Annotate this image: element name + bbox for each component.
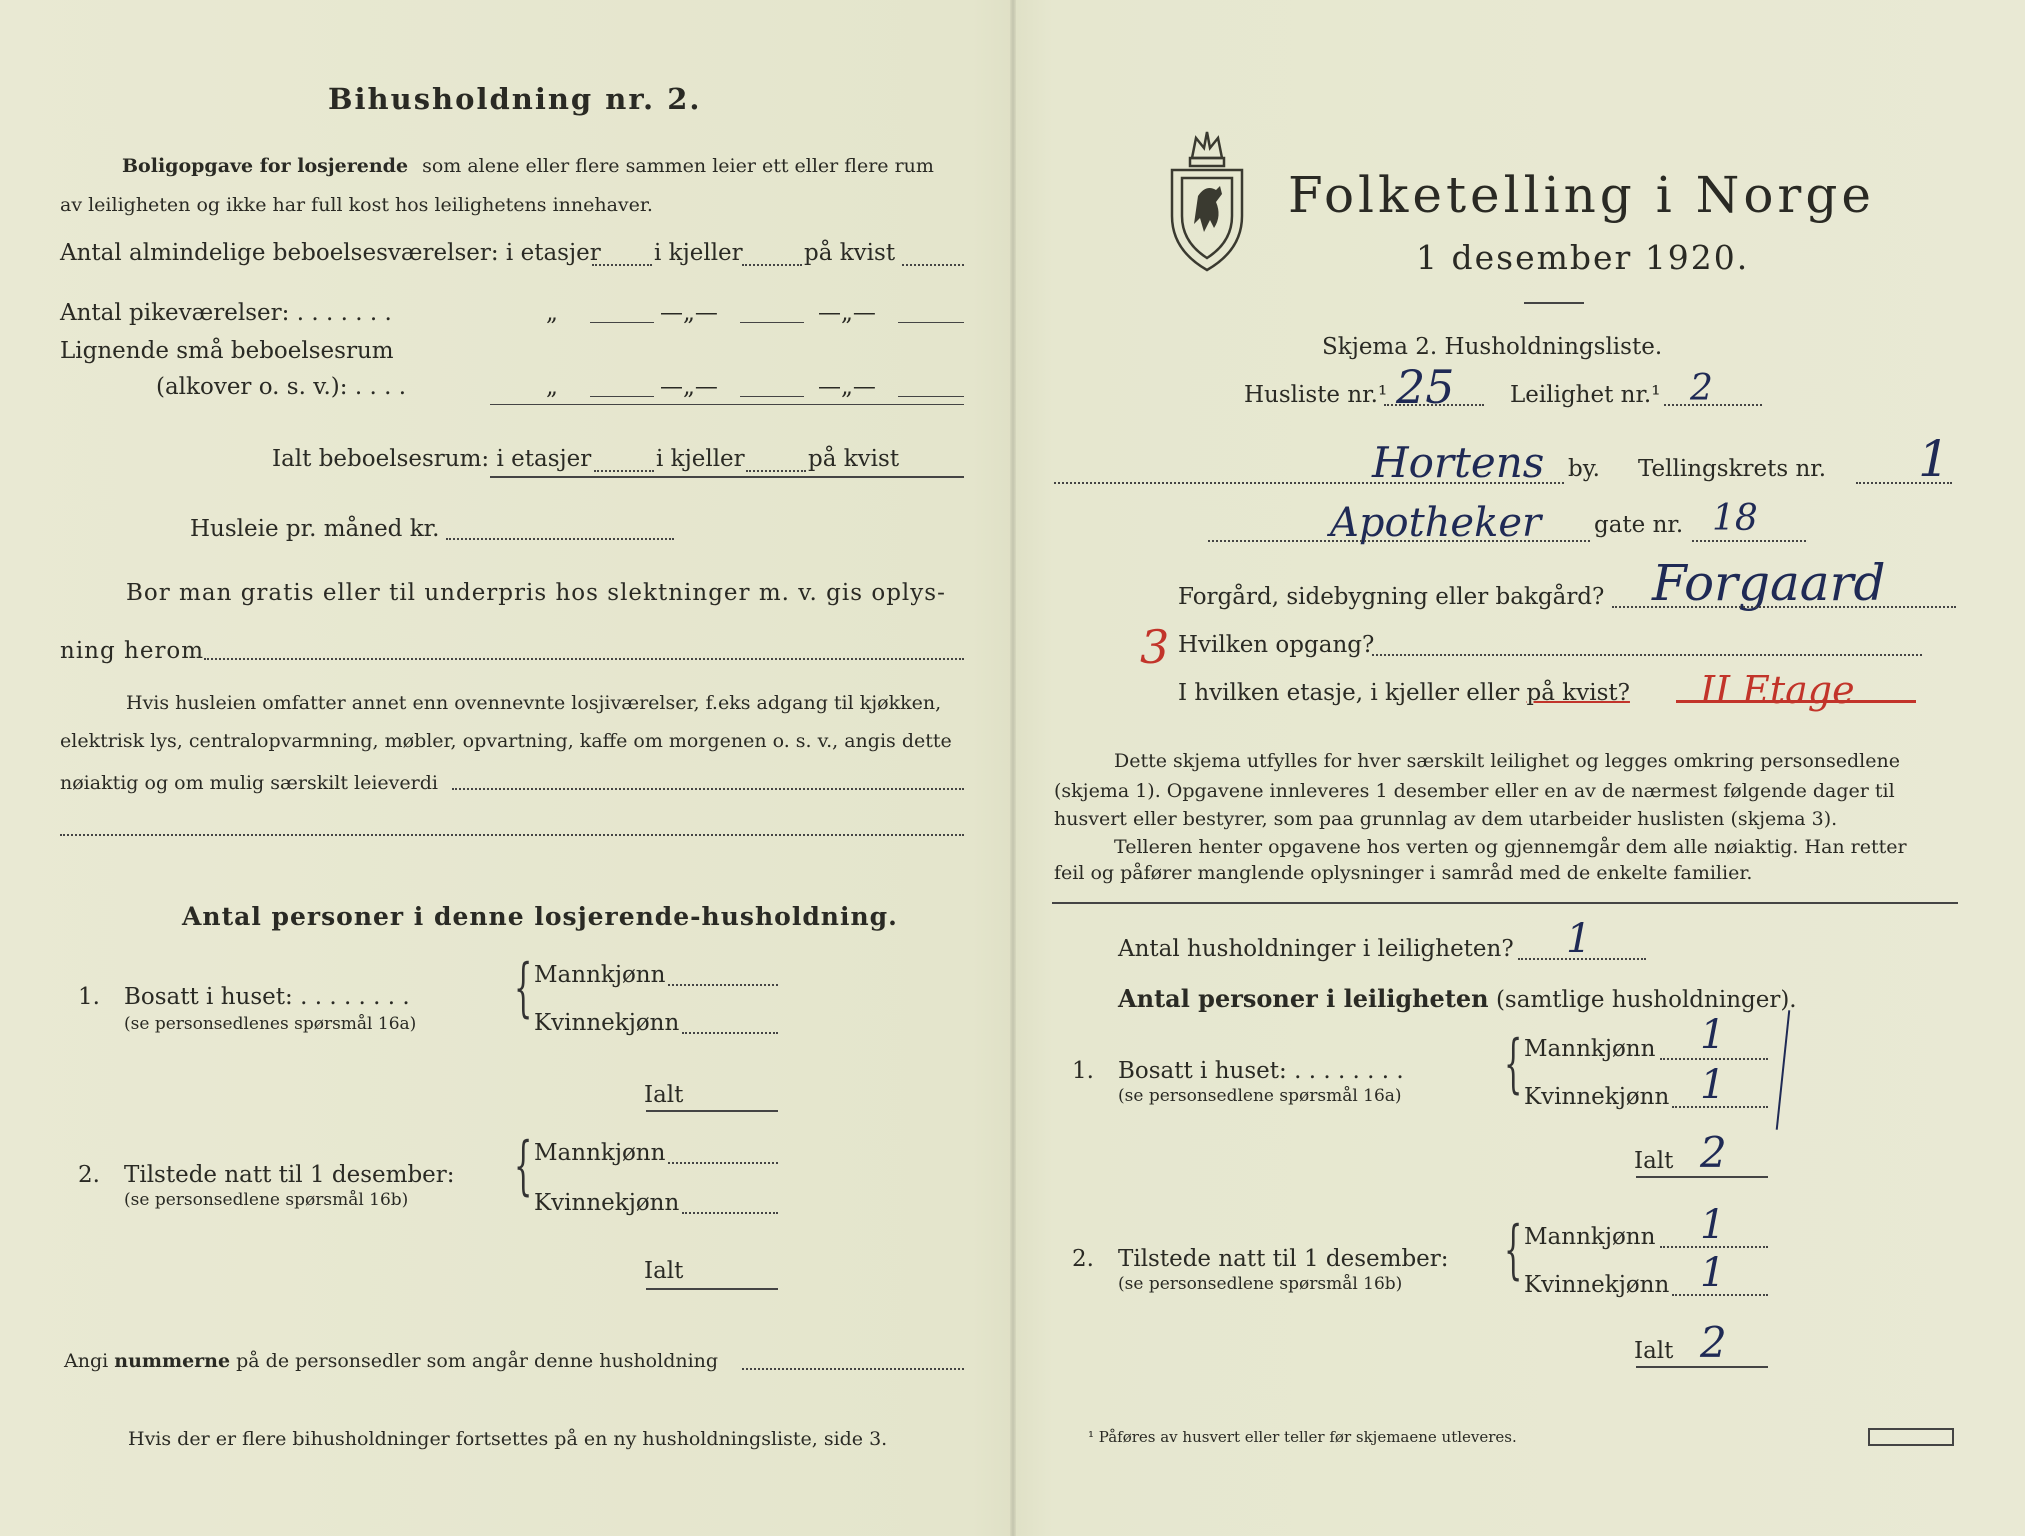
left-q1-kvinne: Kvinnekjønn [534,1010,680,1036]
right-q1-mann-value: 1 [1700,1012,1726,1058]
right-rule [1052,902,1958,904]
right-q2-ialt-value: 2 [1700,1318,1727,1367]
lignende-line-2: (alkover o. s. v.): . . . . [156,374,407,400]
left-q1-sub: (se personsedlenes spørsmål 16a) [124,1014,417,1034]
angi-c: på de personsedler som angår denne husholdning [236,1350,719,1372]
right-q1-num: 1. [1072,1058,1094,1084]
ialt-kvist-label: på kvist [808,446,900,472]
margin-mark: 3 [1140,620,1170,674]
right-date: 1 desember 1920. [1416,238,1750,277]
gate-value: 18 [1712,498,1758,539]
hvis-blank [452,788,964,790]
right-q2-mann-value: 1 [1700,1202,1726,1248]
right-q1-label: Bosatt i huset: . . . . . . . . [1118,1058,1404,1084]
city-blank [1054,482,1564,484]
left-q1-ialt-line [646,1110,778,1112]
rooms-label: Antal almindelige beboelsesværelser: i etasjer [60,240,601,266]
right-q1-sub: (se personsedlene spørsmål 16a) [1118,1086,1402,1106]
left-q1-label: Bosatt i huset: . . . . . . . . [124,984,410,1010]
right-q2-mann-blank [1660,1246,1768,1248]
hvis-line-2: elektrisk lys, centralopvarmning, møbler, opvartning, kaffe om morgenen o. s. v., angis dette [60,730,952,752]
left-q2-sub: (se personsedlene spørsmål 16b) [124,1190,409,1210]
husleie-blank [446,538,674,540]
left-q2-label: Tilstede natt til 1 desember: [124,1162,455,1188]
forgard-label: Forgård, sidebygning eller bakgård? [1178,584,1605,610]
left-q2-brace: { [514,1129,533,1203]
left-q2-mann: Mannkjønn [534,1140,666,1166]
bor-blank [204,658,964,660]
bor-line-1: Bor man gratis eller til underpris hos slektninger m. v. gis oplys- [126,580,946,606]
right-q1-check [1776,1010,1791,1130]
hush-value: 1 [1566,916,1592,962]
pike-blank-1 [590,322,654,323]
city-value: Hortens [1372,438,1545,487]
krets-label: Tellingskrets nr. [1638,456,1827,482]
forgard-blank [1612,606,1956,608]
right-q2-sub: (se personsedlene spørsmål 16b) [1118,1274,1403,1294]
rooms-kjeller-label: i kjeller [654,240,743,266]
leilighet-blank [1664,404,1762,406]
pike-blank-2 [740,322,804,323]
lignende-blank-2 [740,396,804,397]
rooms-kvist-label: på kvist [804,240,896,266]
angi-line [64,1350,718,1372]
intro-line-2: av leiligheten og ikke har full kost hos leilighetens innehaver. [60,194,653,216]
husleie-label: Husleie pr. måned kr. [190,516,440,542]
instr-line-2: (skjema 1). Opgavene innleveres 1 desember eller en av de nærmest følgende dager til [1054,780,1895,802]
angi-b: nummerne [114,1350,231,1372]
right-q2-brace: { [1504,1213,1523,1287]
intro-rest: som alene eller flere sammen leier ett eller flere rum [422,155,934,177]
right-q2-mann: Mannkjønn [1524,1224,1656,1250]
etasje-value: II Etage [1700,668,1855,712]
antal-personer-bold: Antal personer i leiligheten [1118,984,1489,1013]
rooms-kvist-blank [902,264,964,266]
antal-losjerende-heading: Antal personer i denne losjerende-husholdning. [182,902,898,931]
pike-dash-2: —„— [818,300,876,326]
antal-personer-rest: (samtlige husholdninger). [1495,987,1797,1013]
etasje-strike [1676,700,1916,703]
left-title: Bihusholdning nr. 2. [328,82,702,116]
right-q2-ialt-line [1636,1366,1768,1368]
bor-line-2: ning herom [60,638,205,664]
leilighet-label: Leilighet nr.¹ [1510,382,1661,408]
ialt-rooms-label: Ialt beboelsesrum: i etasjer [272,446,592,472]
street-value: Apotheker [1330,500,1542,546]
husliste-value: 25 [1396,360,1455,414]
leilighet-value: 2 [1690,368,1713,409]
lignende-blank-3 [898,396,964,397]
hush-label: Antal husholdninger i leiligheten? [1118,936,1514,962]
pike-quote: „ [546,300,558,326]
printer-stamp [1868,1428,1954,1446]
skjema-line: Skjema 2. Husholdningsliste. [1322,334,1663,360]
right-q2-kvinne-value: 1 [1700,1250,1726,1296]
right-footnote: ¹ Påføres av husvert eller teller før skjemaene utleveres. [1088,1428,1517,1446]
hvis-line-1: Hvis husleien omfatter annet enn ovennevnte losjiværelser, f.eks adgang til kjøkken, [126,692,942,714]
husliste-label: Husliste nr.¹ [1244,382,1388,408]
instr-line-1: Dette skjema utfylles for hver særskilt leilighet og legges omkring personsedlene [1114,750,1900,772]
pike-dash-1: —„— [660,300,718,326]
lignende-underline [490,404,964,405]
left-q1-num: 1. [78,984,100,1010]
ialt-rooms-underline [490,476,964,478]
antal-personer-line [1118,984,1797,1013]
hush-blank [1518,958,1646,960]
opgang-label: Hvilken opgang? [1178,632,1375,658]
etasje-label [1178,680,1630,706]
lignende-dash-1: —„— [660,374,718,400]
krets-value: 1 [1918,430,1950,488]
page-fold [1010,0,1016,1536]
lignende-dash-2: —„— [818,374,876,400]
ialt-etasjer-blank [594,470,654,472]
left-q2-kvinne: Kvinnekjønn [534,1190,680,1216]
left-q1-mann-blank [668,984,778,986]
right-q1-ialt-line [1636,1176,1768,1178]
pike-label: Antal pikeværelser: . . . . . . . [60,300,392,326]
forgard-value: Forgaard [1652,554,1886,612]
intro-line-1 [122,155,934,177]
etasje-label-a: I hvilken etasje, i kjeller eller [1178,680,1520,706]
gate-label: gate nr. [1594,512,1684,538]
right-q1-kvinne: Kvinnekjønn [1524,1084,1670,1110]
left-q1-ialt: Ialt [644,1082,684,1108]
right-q2-kvinne-blank [1672,1294,1768,1296]
right-q1-kvinne-blank [1672,1106,1768,1108]
rooms-kjeller-blank [742,264,802,266]
norwegian-coat-of-arms-icon [1164,124,1250,274]
right-q1-kvinne-value: 1 [1700,1062,1726,1108]
lignende-quote: „ [546,374,558,400]
gate-blank [1692,540,1806,542]
instr-line-5: feil og påfører manglende oplysninger i samråd med de enkelte familier. [1054,862,1753,884]
left-q2-mann-blank [668,1162,778,1164]
right-q2-kvinne: Kvinnekjønn [1524,1272,1670,1298]
etasje-label-b: på kvist? [1526,680,1630,706]
opgang-blank [1372,654,1922,656]
street-blank [1208,540,1590,542]
right-q1-mann: Mannkjønn [1524,1036,1656,1062]
right-title: Folketelling i Norge [1288,166,1875,224]
lignende-blank-1 [590,396,654,397]
right-q1-ialt-value: 2 [1700,1128,1727,1177]
husliste-blank [1384,404,1484,406]
lignende-line-1: Lignende små beboelsesrum [60,338,394,364]
angi-blank [742,1368,964,1370]
left-q2-kvinne-blank [682,1212,778,1214]
left-q1-brace: { [514,951,533,1025]
hvis-line-3: nøiaktig og om mulig særskilt leieverdi [60,772,438,794]
title-rule [1524,302,1584,304]
rooms-etasjer-blank [592,264,652,266]
right-q1-ialt: Ialt [1634,1148,1674,1174]
hvis-blank-2 [60,834,964,836]
left-q1-kvinne-blank [682,1032,778,1034]
right-q2-ialt: Ialt [1634,1338,1674,1364]
ialt-kjeller-label: i kjeller [656,446,745,472]
left-q2-ialt: Ialt [644,1258,684,1284]
angi-a: Angi [64,1350,109,1372]
instr-line-4: Telleren henter opgavene hos verten og gjennemgår dem alle nøiaktig. Han retter [1114,836,1907,858]
intro-bold: Boligopgave for losjerende [122,155,409,177]
left-footer: Hvis der er flere bihusholdninger fortsettes på en ny husholdningsliste, side 3. [128,1428,888,1450]
right-q2-label: Tilstede natt til 1 desember: [1118,1246,1449,1272]
ialt-kjeller-blank [746,470,806,472]
right-q1-brace: { [1504,1027,1523,1101]
left-q2-num: 2. [78,1162,100,1188]
pike-blank-3 [898,322,964,323]
by-label: by. [1568,456,1600,482]
right-q1-mann-blank [1660,1058,1768,1060]
instr-line-3: husvert eller bestyrer, som paa grunnlag av dem utarbeider huslisten (skjema 3). [1054,808,1838,830]
left-q1-mann: Mannkjønn [534,962,666,988]
krets-blank [1856,482,1952,484]
left-q2-ialt-line [646,1288,778,1290]
right-q2-num: 2. [1072,1246,1094,1272]
